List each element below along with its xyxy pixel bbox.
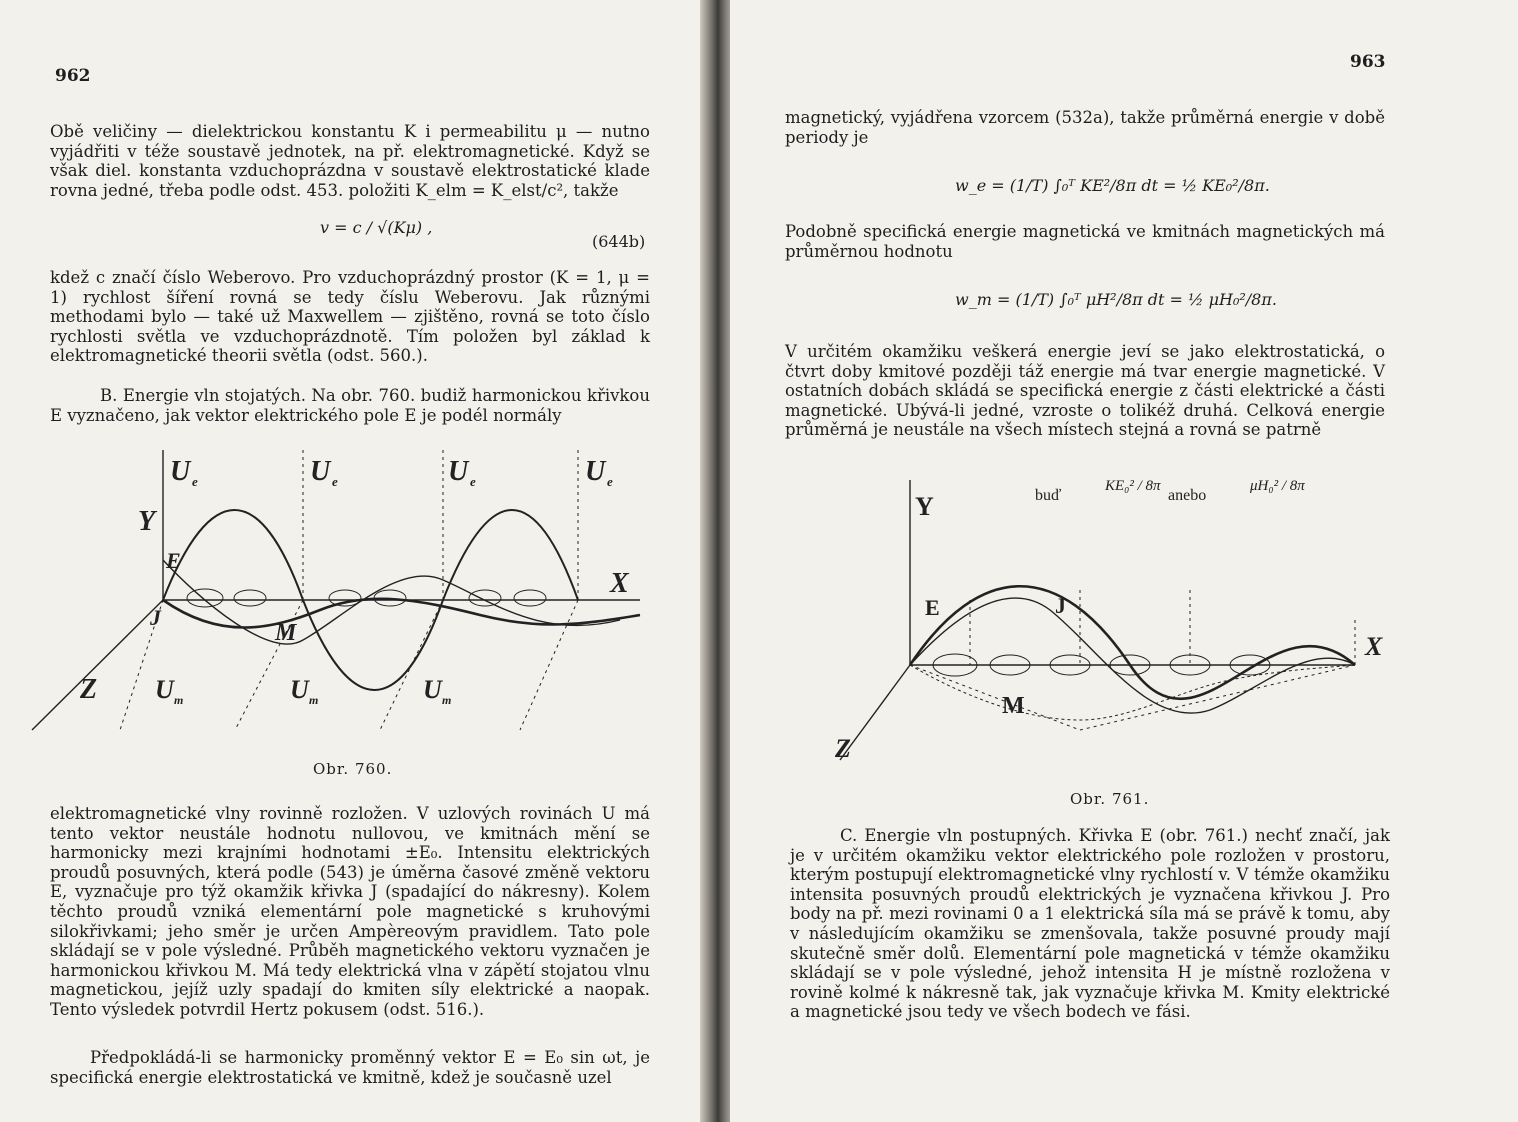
paragraph-1: magnetický, vyjádřena vzorcem (532a), takže průměrná energie v době periody je bbox=[785, 108, 1385, 147]
paragraph-3: V určitém okamžiku veškerá energie jeví se jako elektrostatická, o čtvrt doby kmitové později táž energie má tvar energie magnetické. V ostatních dobách skládá se specifická energie z části elektrické a části magnetické. Ubývá-li jedné, vzroste o tolikéž druhá. Celková energie průměrná je neustále na všech místech stejná a rovná se patrně bbox=[785, 342, 1385, 440]
label-X: X bbox=[1365, 632, 1383, 661]
curve-E bbox=[910, 586, 1355, 699]
label-Z: Z bbox=[80, 674, 98, 705]
label-Ue-3: U bbox=[448, 456, 469, 487]
figure-760 bbox=[20, 440, 680, 740]
formula-frac2: μH₀² / 8π bbox=[1250, 478, 1305, 494]
figure-caption: Obr. 761. bbox=[1070, 790, 1150, 808]
label-X: X bbox=[610, 568, 629, 599]
label-Z: Z bbox=[835, 734, 851, 763]
page-number: 963 bbox=[1350, 52, 1386, 72]
figure-761 bbox=[830, 470, 1410, 780]
label-M: M bbox=[275, 620, 297, 646]
formula-frac1: KE₀² / 8π bbox=[1105, 478, 1161, 494]
curve-M bbox=[910, 665, 1355, 720]
svg-text:m: m bbox=[309, 693, 319, 707]
paragraph-2: Podobně specifická energie magnetická ve kmitnách magnetických má průměrnou hodnotu bbox=[785, 222, 1385, 261]
formula-644b: v = c / √(Kμ) , bbox=[320, 218, 433, 237]
formula-wm: w_m = (1/T) ∫₀ᵀ μH²/8π dt = ½ μH₀²/8π. bbox=[955, 290, 1277, 309]
label-Ue-2: U bbox=[310, 456, 331, 487]
curve-M bbox=[163, 560, 620, 644]
z-axis bbox=[32, 600, 163, 730]
label-Y: Y bbox=[138, 506, 156, 537]
svg-text:e: e bbox=[192, 474, 198, 489]
label-Um-1: U bbox=[155, 675, 174, 704]
paragraph-4: elektromagnetické vlny rovinně rozložen. V uzlových rovinách U má tento vektor neustále hodnotu nullovou, ve kmitnách mění se harmonicky mezi krajními hodnotami ±E₀. Intensitu elektrických proudů posuvných, která podle (543) je úměrna časové změně vektoru E, vyznačuje pro týž okamžik křivka J (spadající do nákresny). Kolem těchto proudů vzniká elementární pole magnetické s kruhovými silokřivkami; jeho směr je určen Ampèreovým pravidlem. Tato pole skládají se v pole výsledné. Průběh magnetického vektoru vyznačen je harmonickou křivkou M. Má tedy elektrická vlna v zápětí stojatou vlnu magnetickou, jejíž uzly spadají do kmiten síly elektrické a naopak. Tento výsledek potvrdil Hertz pokusem (odst. 516.). bbox=[50, 804, 650, 1019]
formula-anebo: anebo bbox=[1168, 487, 1207, 504]
label-Um-2: U bbox=[290, 675, 309, 704]
svg-text:m: m bbox=[442, 693, 452, 707]
curve-J bbox=[910, 598, 1355, 713]
page-number: 962 bbox=[55, 66, 91, 86]
formula-budto: buď bbox=[1035, 487, 1062, 504]
svg-text:e: e bbox=[607, 474, 613, 489]
paragraph-4: C. Energie vln postupných. Křivka E (obr. 761.) nechť značí, jak je v určitém okamžiku vektor elektrického pole rozložen v prostoru, kterým postupují elektromagnetické vlny rychlostí v. V témže okamžiku intensita posuvných proudů elektrických je vyznačena křivkou J. Pro body na př. mezi rovinami 0 a 1 elektrická síla má se právě k tomu, aby v následujícím okamžiku se zmenšovala, takže posuvné proudy mají skutečně směr dolů. Elementární pole magnetická v témže okamžiku skládají se v pole výsledné, jehož intensita H je místně rozložena v rovině kolmé k nákresně tak, jak vyznačuje křivka M. Kmity elektrické a magnetické jsou tedy ve všech bodech ve fási. bbox=[790, 826, 1390, 1022]
svg-text:e: e bbox=[470, 474, 476, 489]
label-M: M bbox=[1002, 693, 1025, 719]
label-Ue-4: U bbox=[585, 456, 606, 487]
label-Y: Y bbox=[915, 492, 934, 521]
paragraph-5: Předpokládá-li se harmonicky proměnný vektor E = E₀ sin ωt, je specifická energie elektrostatická ve kmitně, kdež je současně uzel bbox=[50, 1048, 650, 1087]
svg-text:e: e bbox=[332, 474, 338, 489]
svg-text:m: m bbox=[174, 693, 184, 707]
paragraph-2: kdež c značí číslo Weberovo. Pro vzduchoprázdný prostor (K = 1, μ = 1) rychlost šíření rovná se tedy číslu Weberovu. Jak různými methodami bylo — také už Maxwellem — zjištěno, rovná se toto číslo rychlosti světla ve vzduchoprázdnotě. Tím položen byl základ k elektromagnetické theorii světla (odst. 560.). bbox=[50, 268, 650, 366]
label-E: E bbox=[166, 548, 181, 573]
paragraph-3: B. Energie vln stojatých. Na obr. 760. budiž harmonickou křivkou E vyznačeno, jak vektor elektrického pole E je podél normály bbox=[50, 386, 650, 425]
figure-caption: Obr. 760. bbox=[313, 760, 393, 778]
label-Um-3: U bbox=[423, 675, 442, 704]
paragraph-1: Obě veličiny — dielektrickou konstantu K i permeabilitu μ — nutno vyjádřiti v téže soustavě jednotek, na př. elektromagnetické. Když se však diel. konstanta vzduchoprázdna v soustavě elektrostatické klade rovna jedné, třeba podle odst. 453. položiti K_elm = K_elst/c², takže bbox=[50, 122, 650, 200]
right-page bbox=[730, 0, 1518, 1122]
formula-we: w_e = (1/T) ∫₀ᵀ KE²/8π dt = ½ KE₀²/8π. bbox=[955, 176, 1270, 195]
label-J: J bbox=[150, 605, 161, 630]
formula-tag: (644b) bbox=[592, 232, 646, 251]
label-Ue-1: U bbox=[170, 456, 191, 487]
label-E: E bbox=[925, 595, 940, 620]
label-J: J bbox=[1055, 593, 1066, 618]
left-page bbox=[0, 0, 706, 1122]
